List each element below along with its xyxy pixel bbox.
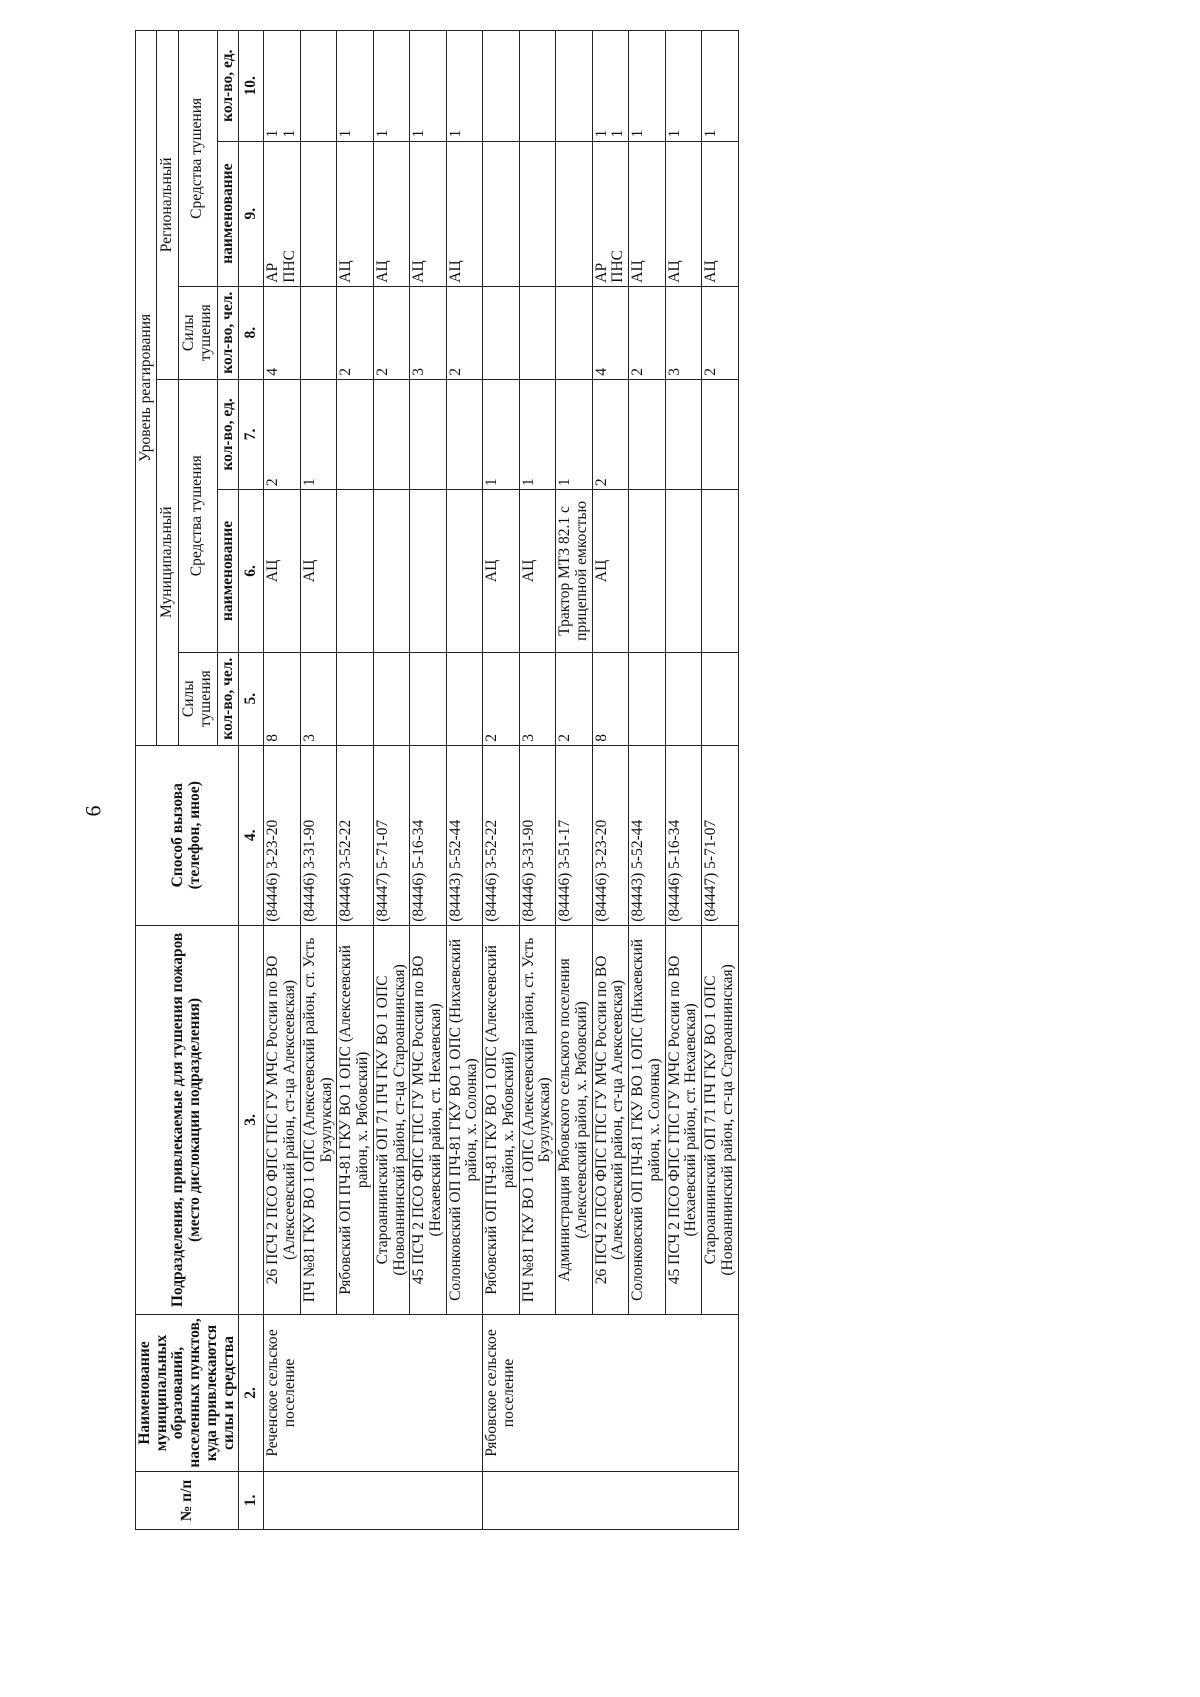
table-row [483, 31, 519, 1530]
regional-means-name-cell [519, 141, 555, 286]
municipal-means-count-cell [373, 379, 409, 489]
regional-means-count-cell [556, 31, 592, 142]
header-municipality: Наименование муниципальных образований, населенных пунктов, куда привлекаются силы и средства [136, 1315, 239, 1472]
municipal-people-cell: 2 [483, 652, 519, 745]
municipal-means-count-cell [665, 379, 701, 489]
regional-means-name-cell: АЦ [337, 141, 373, 286]
table-row [592, 31, 628, 1530]
regional-people-cell: 2 [373, 286, 409, 379]
phone-cell: (84446) 3-31-90 [519, 745, 555, 925]
header-name-m: наименование [218, 490, 239, 653]
municipal-means-count-cell: 1 [556, 379, 592, 489]
municipal-means-name-cell: АЦ [592, 490, 628, 653]
regional-people-cell [519, 286, 555, 379]
unit-cell: Солонковский ОП ПЧ-81 ГКУ ВО 1 ОПС (Нихаевский район, х. Солонка) [446, 925, 482, 1314]
municipal-means-count-cell: 1 [300, 379, 336, 489]
table-body [264, 31, 738, 1530]
phone-cell: (84446) 5-16-34 [665, 745, 701, 925]
header-count-units-m: кол-во, ед. [218, 379, 239, 489]
phone-cell: (84446) 3-31-90 [300, 745, 336, 925]
municipal-means-count-cell [702, 379, 738, 489]
unit-cell: 26 ПСЧ 2 ПСО ФПС ГПС ГУ МЧС России по ВО (Алексеевский район, ст-ца Алексеевская) [264, 925, 300, 1314]
regional-means-name-cell: АЦ [629, 141, 665, 286]
regional-means-name-cell: АЦ [702, 141, 738, 286]
regional-people-cell: 3 [665, 286, 701, 379]
phone-cell: (84446) 3-51-17 [556, 745, 592, 925]
regional-means-count-cell [300, 31, 336, 142]
unit-cell: Рябовский ОП ПЧ-81 ГКУ ВО 1 ОПС (Алексеевский район, х. Рябовский) [337, 925, 373, 1314]
col-number: 7. [239, 379, 264, 489]
regional-people-cell: 2 [629, 286, 665, 379]
municipal-means-count-cell [629, 379, 665, 489]
table-row [629, 31, 665, 1530]
header-means-m: Средства тушения [178, 379, 217, 652]
municipal-people-cell [337, 652, 373, 745]
header-no: № п/п [136, 1471, 239, 1529]
page-number: 6 [80, 805, 106, 817]
phone-cell: (84446) 3-52-22 [337, 745, 373, 925]
regional-people-cell [483, 286, 519, 379]
header-means-r: Средства тушения [178, 31, 217, 287]
municipal-people-cell: 3 [519, 652, 555, 745]
regional-people-cell: 4 [264, 286, 300, 379]
regional-means-count-cell: 1 [702, 31, 738, 142]
rotated-page [135, 30, 1200, 1530]
phone-cell: (84446) 3-23-20 [592, 745, 628, 925]
unit-cell: 26 ПСЧ 2 ПСО ФПС ГПС ГУ МЧС России по ВО (Алексеевский район, ст-ца Алексеевская) [592, 925, 628, 1314]
phone-cell: (84447) 5-71-07 [702, 745, 738, 925]
unit-cell: Рябовский ОП ПЧ-81 ГКУ ВО 1 ОПС (Алексеевский район, х. Рябовский) [483, 925, 519, 1314]
table-row [519, 31, 555, 1530]
regional-means-count-cell: 1 [665, 31, 701, 142]
col-number: 6. [239, 490, 264, 653]
table-row [337, 31, 373, 1530]
regional-means-count-cell: 1 1 [592, 31, 628, 142]
municipal-people-cell: 8 [264, 652, 300, 745]
phone-cell: (84443) 5-52-44 [446, 745, 482, 925]
municipal-means-count-cell [446, 379, 482, 489]
phone-cell: (84446) 3-52-22 [483, 745, 519, 925]
municipal-means-name-cell: АЦ [519, 490, 555, 653]
header-call-method: Способ вызова (телефон, иное) [136, 745, 239, 925]
forces-table [135, 30, 739, 1530]
municipal-people-cell: 2 [556, 652, 592, 745]
regional-means-name-cell: АЦ [373, 141, 409, 286]
unit-cell: ПЧ №81 ГКУ ВО 1 ОПС (Алексеевский район, ст. Усть Бузулукская) [519, 925, 555, 1314]
regional-means-name-cell: АЦ [446, 141, 482, 286]
table-row [702, 31, 738, 1530]
regional-means-name-cell: АЦ [410, 141, 446, 286]
municipal-means-name-cell [410, 490, 446, 653]
municipal-means-name-cell [665, 490, 701, 653]
regional-means-name-cell [300, 141, 336, 286]
regional-people-cell [556, 286, 592, 379]
table-row [410, 31, 446, 1530]
regional-people-cell: 2 [446, 286, 482, 379]
col-number: 4. [239, 745, 264, 925]
phone-cell: (84443) 5-52-44 [629, 745, 665, 925]
table-row [556, 31, 592, 1530]
municipal-people-cell: 8 [592, 652, 628, 745]
municipal-means-name-cell: АЦ [300, 490, 336, 653]
regional-people-cell: 2 [337, 286, 373, 379]
regional-people-cell: 2 [702, 286, 738, 379]
municipal-means-name-cell: АЦ [264, 490, 300, 653]
header-response-level: Уровень реагирования [136, 31, 157, 746]
table-row [300, 31, 336, 1530]
header-forces-r: Силы тушения [178, 286, 217, 379]
phone-cell: (84446) 5-16-34 [410, 745, 446, 925]
municipal-means-name-cell: Трактор МТЗ 82.1 с прицепной емкостью [556, 490, 592, 653]
phone-cell: (84446) 3-23-20 [264, 745, 300, 925]
municipality-cell: Рябовское сельское поселение [483, 1315, 738, 1472]
unit-cell: Администрация Рябовского сельского поселения (Алексеевский район, х. Рябовский) [556, 925, 592, 1314]
regional-means-count-cell: 1 1 [264, 31, 300, 142]
header-name-r: наименование [218, 141, 239, 286]
municipal-means-name-cell [446, 490, 482, 653]
regional-means-count-cell: 1 [337, 31, 373, 142]
municipal-means-count-cell: 2 [592, 379, 628, 489]
header-forces-m: Силы тушения [178, 652, 217, 745]
regional-means-name-cell: АР ПНС [264, 141, 300, 286]
table-row [373, 31, 409, 1530]
table-row [665, 31, 701, 1530]
unit-cell: ПЧ №81 ГКУ ВО 1 ОПС (Алексеевский район, ст. Усть Бузулукская) [300, 925, 336, 1314]
unit-cell: Солонковский ОП ПЧ-81 ГКУ ВО 1 ОПС (Нихаевский район, х. Солонка) [629, 925, 665, 1314]
regional-means-count-cell: 1 [446, 31, 482, 142]
header-count-people-r: кол-во, чел. [218, 286, 239, 379]
regional-means-count-cell: 1 [373, 31, 409, 142]
regional-means-name-cell [483, 141, 519, 286]
municipal-means-count-cell [337, 379, 373, 489]
municipal-people-cell: 3 [300, 652, 336, 745]
unit-cell: Староаннинский ОП 71 ПЧ ГКУ ВО 1 ОПС (Новоаннинский район, ст-ца Староаннинская) [373, 925, 409, 1314]
municipal-means-name-cell [702, 490, 738, 653]
unit-cell: 45 ПСЧ 2 ПСО ФПС ГПС ГУ МЧС России по ВО (Нехаевский район, ст. Нехаевская) [410, 925, 446, 1314]
table-row [264, 31, 300, 1530]
unit-cell: 45 ПСЧ 2 ПСО ФПС ГПС ГУ МЧС России по ВО (Нехаевский район, ст. Нехаевская) [665, 925, 701, 1314]
regional-means-count-cell [519, 31, 555, 142]
phone-cell: (84447) 5-71-07 [373, 745, 409, 925]
municipal-means-name-cell [629, 490, 665, 653]
municipality-cell: Реченское сельское поселение [264, 1315, 483, 1472]
municipal-people-cell [629, 652, 665, 745]
col-number: 8. [239, 286, 264, 379]
regional-means-count-cell: 1 [410, 31, 446, 142]
col-number: 3. [239, 925, 264, 1314]
municipal-people-cell [410, 652, 446, 745]
municipal-means-count-cell [410, 379, 446, 489]
municipal-people-cell [446, 652, 482, 745]
regional-people-cell: 3 [410, 286, 446, 379]
municipal-means-count-cell: 1 [483, 379, 519, 489]
regional-people-cell: 4 [592, 286, 628, 379]
municipal-means-count-cell: 2 [264, 379, 300, 489]
header-units: Подразделения, привлекаемые для тушения пожаров (место дислокации подразделения) [136, 925, 239, 1314]
regional-means-name-cell [556, 141, 592, 286]
unit-cell: Староаннинский ОП 71 ПЧ ГКУ ВО 1 ОПС (Новоаннинский район, ст-ца Староаннинская) [702, 925, 738, 1314]
municipal-means-name-cell [373, 490, 409, 653]
municipal-means-name-cell [337, 490, 373, 653]
regional-means-name-cell: АЦ [665, 141, 701, 286]
col-number: 10. [239, 31, 264, 142]
row-number-cell [483, 1471, 738, 1529]
regional-means-count-cell [483, 31, 519, 142]
header-municipal: Муниципальный [157, 379, 178, 745]
col-number: 2. [239, 1315, 264, 1472]
col-number: 5. [239, 652, 264, 745]
municipal-means-count-cell: 1 [519, 379, 555, 489]
table-row [446, 31, 482, 1530]
municipal-people-cell [702, 652, 738, 745]
row-number-cell [264, 1471, 483, 1529]
regional-means-name-cell: АР ПНС [592, 141, 628, 286]
municipal-means-name-cell: АЦ [483, 490, 519, 653]
regional-means-count-cell: 1 [629, 31, 665, 142]
header-count-units-r: кол-во, ед. [218, 31, 239, 142]
municipal-people-cell [665, 652, 701, 745]
col-number: 1. [239, 1471, 264, 1529]
header-count-people-m: кол-во, чел. [218, 652, 239, 745]
municipal-people-cell [373, 652, 409, 745]
header-regional: Региональный [157, 31, 178, 380]
col-number: 9. [239, 141, 264, 286]
regional-people-cell [300, 286, 336, 379]
